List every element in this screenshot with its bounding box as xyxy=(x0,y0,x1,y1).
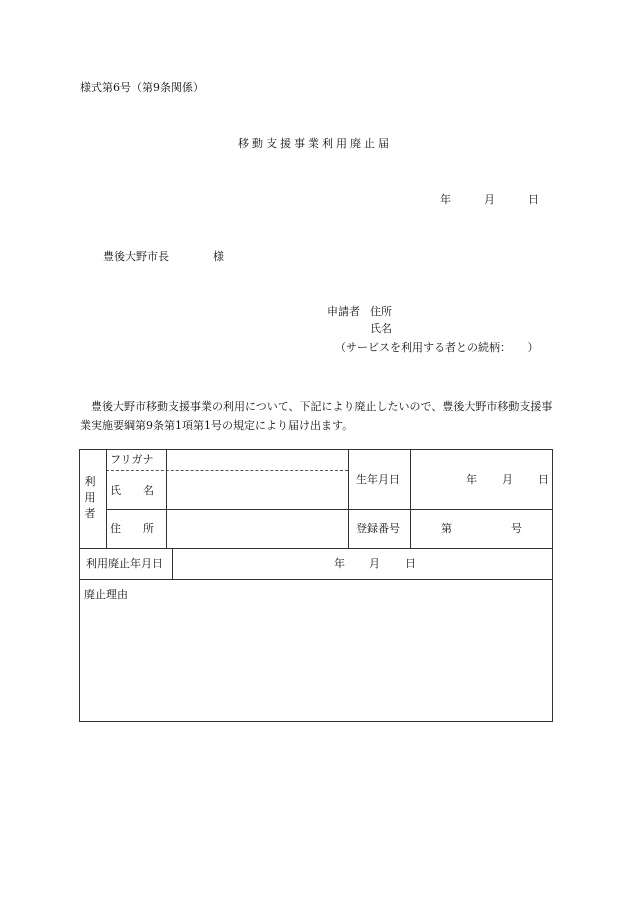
reason-label: 廃止理由 xyxy=(84,588,128,601)
registration-prefix: 第 xyxy=(441,522,452,535)
date-year-label: 年 xyxy=(440,193,451,206)
applicant-label: 申請者 xyxy=(327,305,360,318)
end-date-label: 利用廃止年月日 xyxy=(86,557,163,570)
body-text: 豊後大野市移動支援事業の利用について、下記により廃止したいので、豊後大野市移動支援事業実施要綱第9条第1項第1号の規定により届け出ます。 xyxy=(80,400,553,432)
end-date-col-divider xyxy=(172,548,173,579)
date-day-label: 日 xyxy=(528,193,539,206)
birth-month-label: 月 xyxy=(502,473,513,486)
furigana-divider xyxy=(106,470,348,471)
row-divider-1 xyxy=(106,509,552,510)
document-title: 移動支援事業利用廃止届 xyxy=(238,137,392,150)
birth-year-label: 年 xyxy=(466,473,477,486)
addressee-mayor: 豊後大野市長 xyxy=(103,250,169,263)
applicant-name-label: 氏名 xyxy=(370,322,392,335)
row-divider-2 xyxy=(80,548,552,549)
value-col-divider xyxy=(348,450,349,548)
end-month-label: 月 xyxy=(369,557,380,570)
birthdate-label: 生年月日 xyxy=(356,473,400,486)
form-number: 様式第6号（第9条関係） xyxy=(80,81,204,94)
address-label: 住 所 xyxy=(110,522,154,535)
birth-day-label: 日 xyxy=(538,473,549,486)
user-label: 利用者 xyxy=(84,475,96,520)
applicant-address-label: 住所 xyxy=(370,305,392,318)
date-month-label: 月 xyxy=(484,193,495,206)
furigana-label: フリガナ xyxy=(110,453,154,466)
applicant-address-line xyxy=(327,305,392,319)
form-table xyxy=(79,449,553,722)
end-year-label: 年 xyxy=(334,557,345,570)
row-divider-3 xyxy=(80,579,552,580)
addressee xyxy=(103,250,224,264)
user-col-divider xyxy=(106,450,107,548)
submission-date xyxy=(440,193,539,207)
end-day-label: 日 xyxy=(405,557,416,570)
label-col-divider xyxy=(166,450,167,548)
addressee-honorific: 様 xyxy=(213,250,224,263)
applicant-relation-label: （サービスを利用する者との続柄： ） xyxy=(335,341,539,354)
registration-label: 登録番号 xyxy=(356,522,400,535)
right-label-col-divider xyxy=(410,450,411,548)
registration-suffix: 号 xyxy=(511,522,522,535)
name-label: 氏 名 xyxy=(110,484,154,497)
